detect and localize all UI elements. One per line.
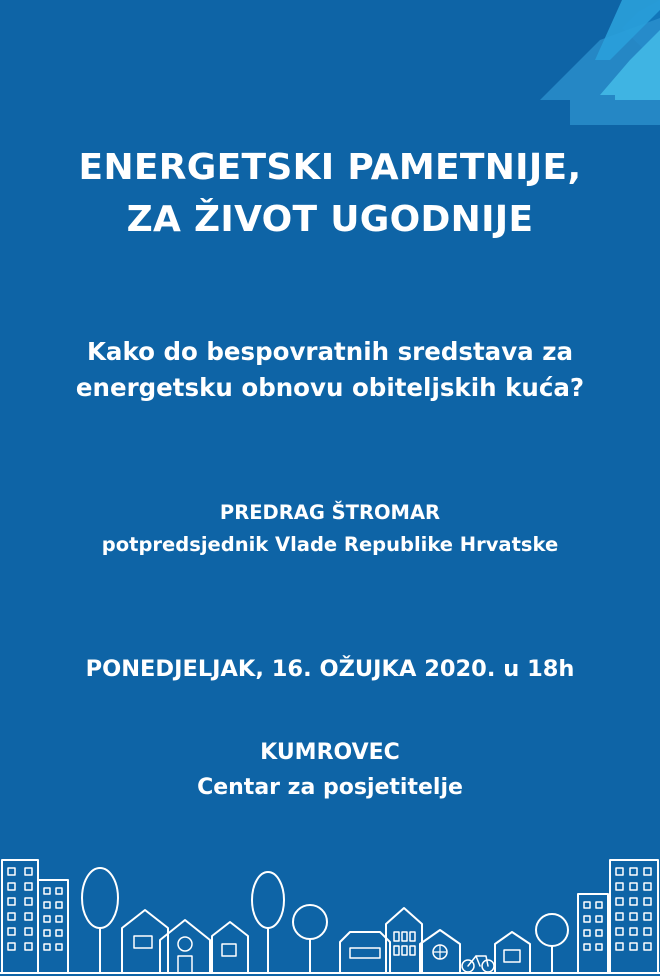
- speaker-role: potpredsjednik Vlade Republike Hrvatske: [101, 533, 559, 556]
- town-skyline-icon: [0, 840, 660, 976]
- location-town: KUMROVEC: [260, 740, 400, 765]
- poster-subtitle: [0, 334, 660, 406]
- speaker-name: PREDRAG ŠTROMAR: [219, 501, 441, 524]
- speaker-block: [0, 497, 660, 561]
- title-line-2: ZA ŽIVOT UGODNIJE: [126, 199, 534, 240]
- poster-title: [0, 142, 660, 246]
- location-venue: Centar za posjetitelje: [197, 775, 463, 800]
- subtitle-line-2: energetsku obnovu obiteljskih kuća?: [75, 373, 585, 402]
- location-block: [0, 735, 660, 805]
- subtitle-line-1: Kako do bespovratnih sredstava za: [86, 337, 574, 366]
- house-arrows-icon: [510, 0, 660, 125]
- event-date: PONEDJELJAK, 16. OŽUJKA 2020. u 18h: [85, 656, 575, 682]
- bicycle-icon: [462, 956, 494, 972]
- title-line-1: ENERGETSKI PAMETNIJE,: [78, 147, 582, 188]
